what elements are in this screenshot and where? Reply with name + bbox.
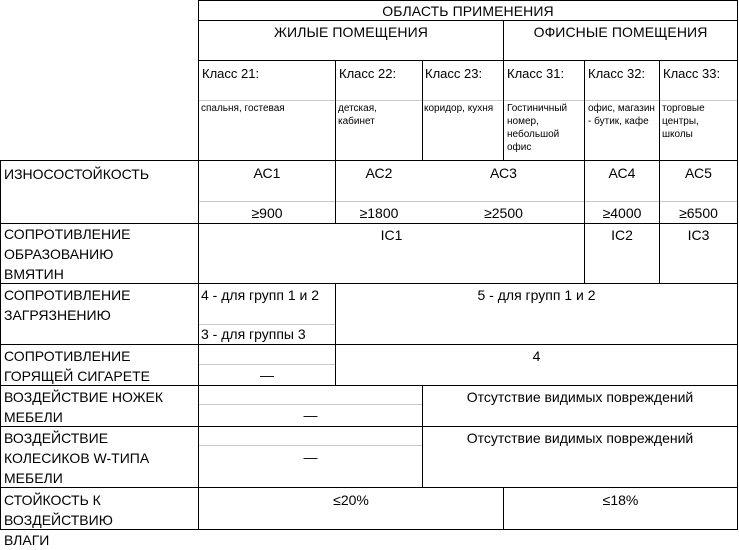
moisture-office: ≤18%: [602, 492, 639, 508]
moisture-residential: ≤20%: [333, 492, 369, 508]
class-22-desc: детская, кабинет: [338, 103, 377, 127]
class-22-label: Класс 22:: [339, 66, 397, 81]
border: [335, 60, 336, 224]
row-label-wear: ИЗНОСОСТОЙКОСТЬ: [4, 166, 150, 182]
stain-residential-group3: 3 - для группы 3: [201, 326, 306, 342]
cigarette-value: 4: [532, 348, 541, 364]
border: [422, 60, 423, 161]
wear-class: АС4: [608, 165, 636, 181]
class-23-desc: коридор, кухня: [424, 103, 494, 114]
row-label-cigarette: СОПРОТИВЛЕНИЕ ГОРЯЩЕЙ СИГАРЕТЕ: [4, 348, 150, 384]
border: [199, 60, 738, 61]
dent-value: IC3: [687, 227, 710, 243]
gridline: [199, 364, 336, 365]
wear-class: АС2: [365, 165, 393, 181]
wear-class: АС1: [253, 165, 281, 181]
gridline: [199, 100, 737, 101]
row-label-castors: ВОЗДЕЙСТВИЕ КОЛЕСИКОВ W-ТИПА МЕБЕЛИ: [4, 430, 150, 486]
gridline: [199, 201, 737, 202]
office-header: ОФИСНЫЕ ПОМЕЩЕНИЯ: [533, 24, 708, 40]
class-31-desc: Гостиничный номер, небольшой офис: [507, 103, 568, 153]
castors-value: Отсутствие видимых повреждений: [466, 430, 694, 446]
dent-value: IC2: [611, 227, 633, 243]
border: [737, 0, 738, 530]
row-label-stain: СОПРОТИВЛЕНИЕ ЗАГРЯЗНЕНИЮ: [4, 287, 131, 323]
stain-residential-groups12: 4 - для групп 1 и 2: [201, 287, 319, 303]
gridline: [199, 324, 336, 325]
wear-value: ≥6500: [679, 205, 718, 221]
class-33-desc: торговые центры, школы: [662, 103, 705, 140]
row-label-legs: ВОЗДЕЙСТВИЕ НОЖЕК МЕБЕЛИ: [4, 389, 164, 425]
border: [0, 344, 738, 345]
castors-dash: —: [303, 449, 318, 465]
border: [199, 20, 738, 21]
legs-dash: —: [303, 407, 318, 423]
cigarette-dash: —: [260, 367, 274, 383]
wear-value: ≥900: [251, 205, 283, 221]
border: [199, 0, 738, 1]
legs-value: Отсутствие видимых повреждений: [466, 389, 694, 405]
row-label-dent: СОПРОТИВЛЕНИЕ ОБРАЗОВАНИЮ ВМЯТИН: [4, 226, 131, 282]
wear-value: ≥1800: [359, 205, 399, 221]
stain-other: 5 - для групп 1 и 2: [477, 287, 596, 303]
class-21-desc: спальня, гостевая: [201, 103, 285, 114]
gridline: [199, 404, 423, 405]
gridline: [199, 445, 423, 446]
wear-value: ≥4000: [602, 205, 642, 221]
residential-header: ЖИЛЫЕ ПОМЕЩЕНИЯ: [274, 24, 428, 40]
class-31-label: Класс 31:: [507, 66, 565, 81]
border: [0, 160, 1, 530]
class-23-label: Класс 23:: [425, 66, 483, 81]
area-header: ОБЛАСТЬ ПРИМЕНЕНИЯ: [382, 3, 554, 19]
border: [503, 20, 504, 161]
class-21-label: Класс 21:: [202, 66, 260, 81]
border: [0, 160, 738, 161]
row-label-moisture: СТОЙКОСТЬ К ВОЗДЕЙСТВИЮ ВЛАГИ: [4, 492, 113, 548]
wear-class: АС5: [685, 165, 712, 181]
class-33-label: Класс 33:: [663, 66, 721, 81]
class-32-desc: офис, магазин - бутик, кафе: [588, 103, 655, 127]
class-32-label: Класс 32:: [588, 66, 646, 81]
wear-value: ≥2500: [484, 205, 523, 221]
dent-value: IC1: [380, 227, 403, 243]
wear-class: АС3: [490, 165, 517, 181]
